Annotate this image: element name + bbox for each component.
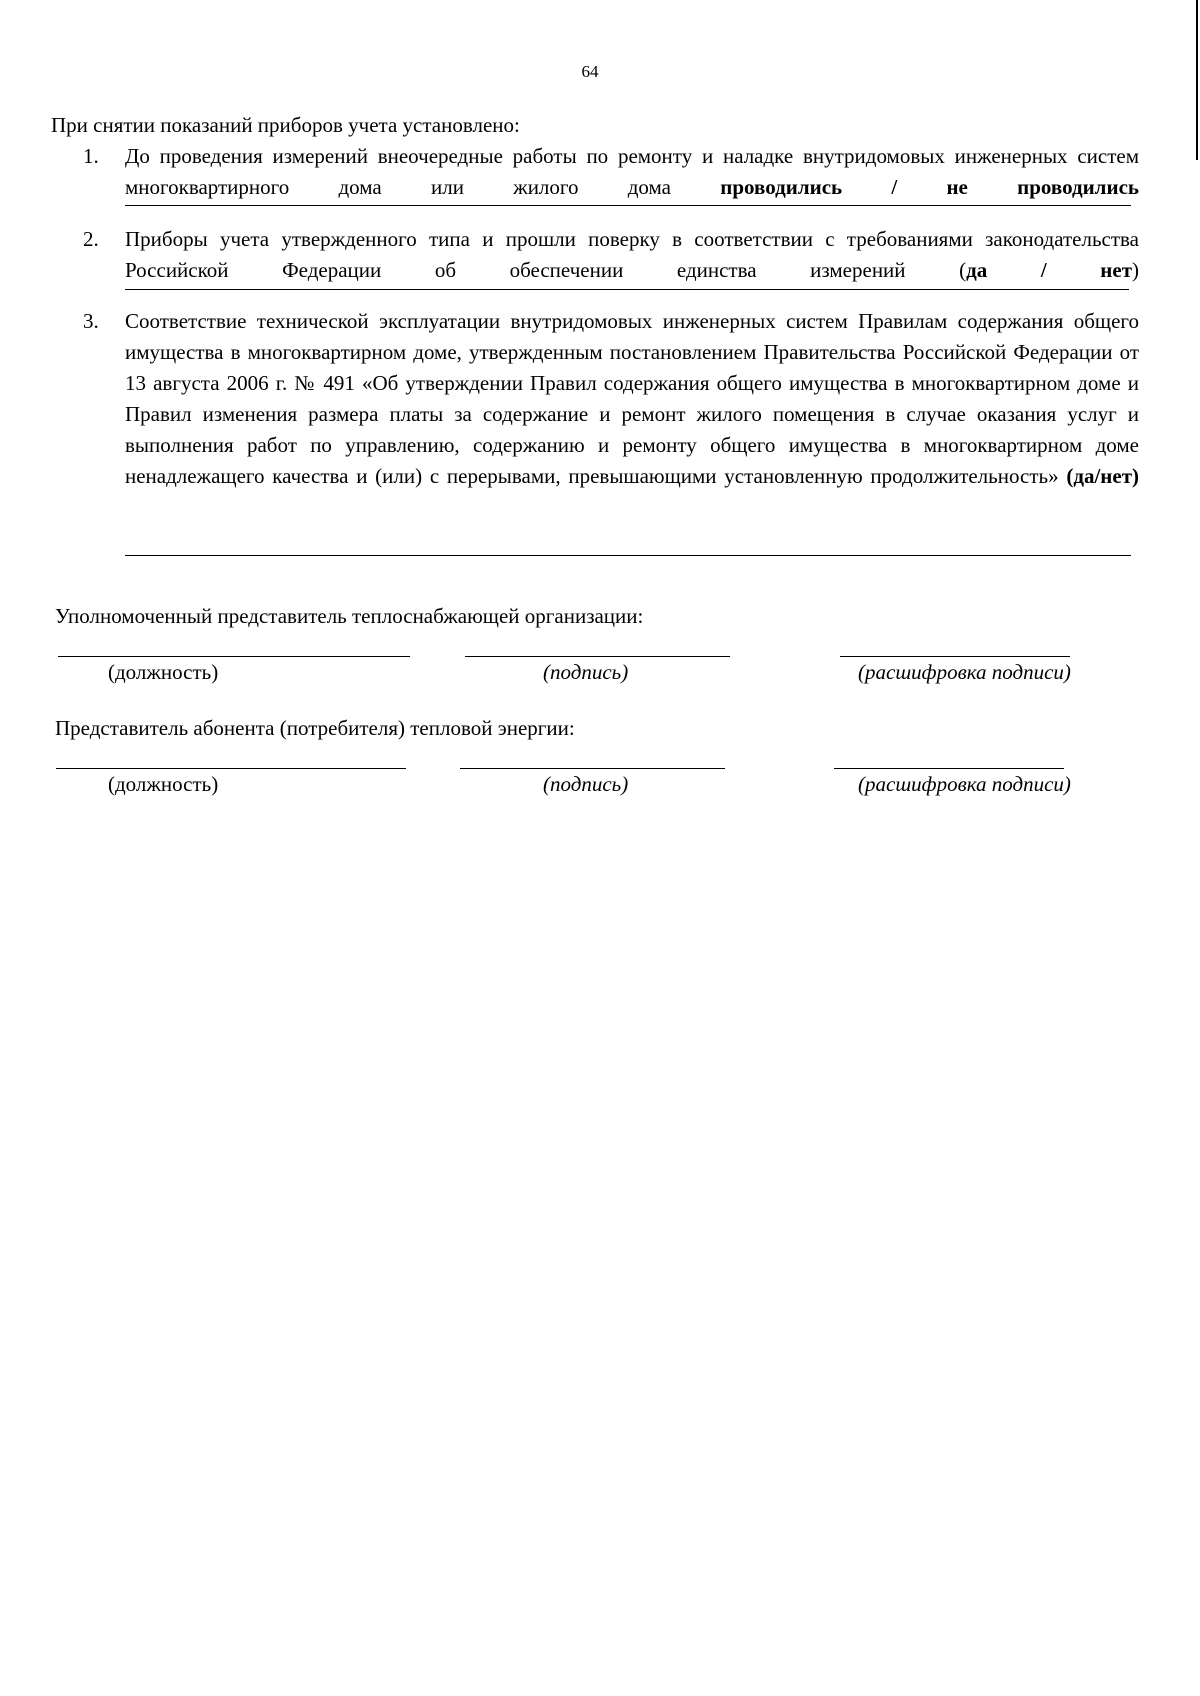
margin-bar (1196, 0, 1198, 160)
item-text (125, 141, 1139, 203)
signature-line[interactable] (465, 656, 730, 657)
item-choice: проводились / не проводились (720, 175, 1139, 199)
item-choice: (да/нет) (1066, 464, 1140, 488)
position-line[interactable] (58, 656, 410, 657)
intro-text: При снятии показаний приборов учета установлено: (51, 113, 520, 137)
decryption-caption: (расшифровка подписи) (858, 772, 1071, 796)
answer-line-2[interactable] (125, 289, 1129, 290)
page-number: 64 (581, 62, 599, 81)
list-item-2 (83, 224, 1139, 286)
item-body: Приборы учета утвержденного типа и прошли поверку в соответствии с требованиями законодательства Российской Федерации об обеспечении единства измерений (125, 227, 1139, 282)
item-body: Соответствие технической эксплуатации внутридомовых инженерных систем Правилам содержания общего имущества в многоквартирном доме, утвержденным постановлением Правительства Российской Федерации от 13 августа 2006 г. № 491 «Об утверждении Правил содержания общего имущества в многоквартирном доме и Правил изменения размера платы за содержание и ремонт жилого помещения в случае оказания услуг и выполнения работ по управлению, содержанию и ремонту общего имущества в многоквартирном доме ненадлежащего качества и (или) с перерывами, превышающими установленную продолжительность» (125, 309, 1139, 488)
list-item-1 (83, 141, 1139, 203)
decryption-line[interactable] (840, 656, 1070, 657)
heat-supplier-representative-heading: Уполномоченный представитель теплоснабжающей организации: (55, 604, 644, 628)
position-caption: (должность) (108, 772, 219, 796)
signature-line[interactable] (460, 768, 725, 769)
item-body: До проведения измерений внеочередные работы по ремонту и наладке внутридомовых инженерных систем многоквартирного дома или жилого дома (125, 144, 1139, 199)
item-choice-close: ) (1132, 258, 1140, 282)
item-text (125, 224, 1139, 286)
answer-line-3[interactable] (125, 555, 1131, 556)
item-text (125, 306, 1139, 492)
item-choice: да / нет (966, 258, 1133, 282)
decryption-line[interactable] (834, 768, 1064, 769)
item-number: 3. (83, 309, 99, 333)
item-number: 2. (83, 227, 99, 251)
signature-caption: (подпись) (543, 772, 629, 796)
item-choice-open: ( (959, 258, 967, 282)
signature-caption: (подпись) (543, 660, 629, 684)
decryption-caption: (расшифровка подписи) (858, 660, 1071, 684)
position-caption: (должность) (108, 660, 219, 684)
position-line[interactable] (56, 768, 406, 769)
item-number: 1. (83, 144, 99, 168)
answer-line-1[interactable] (125, 205, 1131, 206)
list-item-3 (83, 306, 1139, 492)
consumer-representative-heading: Представитель абонента (потребителя) тепловой энергии: (55, 716, 575, 740)
